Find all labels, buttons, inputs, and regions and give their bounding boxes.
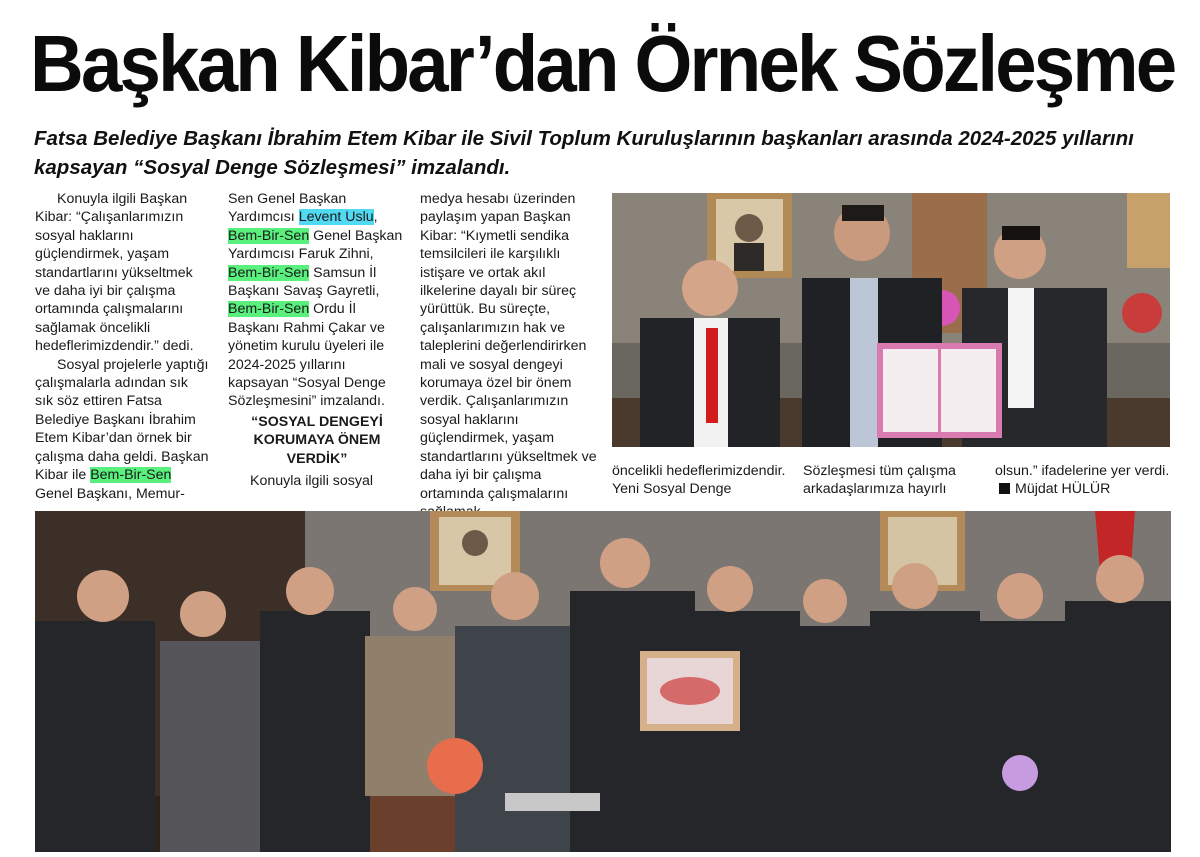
text-run: ,: [373, 209, 378, 226]
text-run: Ordu İl Başkanı Rahmi Çakar ve yönetim kurulu üyeleri ile 2024-2025 yıllarını kapsayan “Sosyal Denge Sözleşmesini” imzalandı.: [228, 301, 386, 410]
text-run: Genel Başkanı, Memur-: [35, 485, 185, 502]
text-run: Sen Genel Başkan Yardımcısı: [228, 191, 347, 226]
text-column-2: [228, 190, 406, 491]
paragraph: Konuyla ilgili sosyal: [250, 473, 374, 490]
highlighted-term: Bem-Bir-Sen: [228, 227, 310, 244]
paragraph: [35, 356, 210, 503]
group-photo-illustration: [35, 511, 1171, 852]
highlighted-term: Bem-Bir-Sen: [228, 264, 310, 281]
text-run: Samsun İl Başkanı Savaş Gayretli,: [228, 264, 380, 300]
byline-square-icon: [999, 483, 1010, 494]
text-run: Sosyal projelerle yaptığı çalışmalarla adından sık sık söz ettiren Fatsa Belediye Başkanı İbrahim Etem Kibar’dan örnek bir çalışma daha geldi. Başkan Kibar ile: [35, 356, 209, 484]
text-continuation-2: Sözleşmesi tüm çalışma arkadaşlarımıza hayırlı: [803, 463, 956, 498]
paragraph: [228, 190, 406, 411]
text-run: olsun.” ifadelerine yer verdi.: [995, 463, 1170, 479]
highlighted-term: Bem-Bir-Sen: [228, 301, 310, 318]
deck-subtitle: Fatsa Belediye Başkanı İbrahim Etem Kibar ile Sivil Toplum Kuruluşlarının başkanları arasında 2024-2025 yıllarını kapsayan “Sosyal Denge Sözleşmesi” imzalandı.: [34, 127, 1134, 179]
text-continuation-1: öncelikli hedeflerimizdendir. Yeni Sosyal Denge: [612, 463, 786, 498]
text-column-3: [420, 190, 597, 521]
paragraph: Konuyla ilgili Başkan Kibar: “Çalışanlarımızın sosyal haklarını güçlendirmek, yaşam standartlarını yükseltmek ve daha iyi bir çalışma ortamında çalışmalarını sağlamak öncelikli hedeflerimizdendir.” dedi.: [35, 191, 194, 355]
highlighted-name: Levent Uslu: [298, 209, 374, 226]
group-photo: [35, 511, 1171, 852]
text-column-1: [35, 190, 210, 503]
signing-photo: [612, 193, 1170, 447]
text-run: Genel Başkan Yardımcısı Faruk Zihni,: [228, 227, 403, 263]
headline: Başkan Kibar’dan Örnek Sözleşme: [30, 19, 1175, 108]
section-subheading: “SOSYAL DENGEYİ KORUMAYA ÖNEM VERDİK”: [251, 413, 383, 467]
byline: Müjdat HÜLÜR: [1015, 481, 1111, 498]
highlighted-term: Bem-Bir-Sen: [90, 467, 172, 484]
text-continuation-3: [995, 462, 1170, 499]
paragraph: medya hesabı üzerinden paylaşım yapan Başkan Kibar: “Kıymetli sendika temsilcileri ile karşılıklı istişare ve ortak akıl ilkelerine dayalı bir süreç yürüttük. Bu süreçte, çalışanlarımızın hak ve taleplerini değerlendirirken mali ve sosyal dengeyi korumaya özel bir önem verdik. Çalışanlarımızın sosyal haklarını güçlendirmek, yaşam standartlarını yükseltmek ve daha iyi bir çalışma ortamında çalışmalarını: [420, 191, 597, 502]
signing-photo-illustration: [612, 193, 1170, 447]
